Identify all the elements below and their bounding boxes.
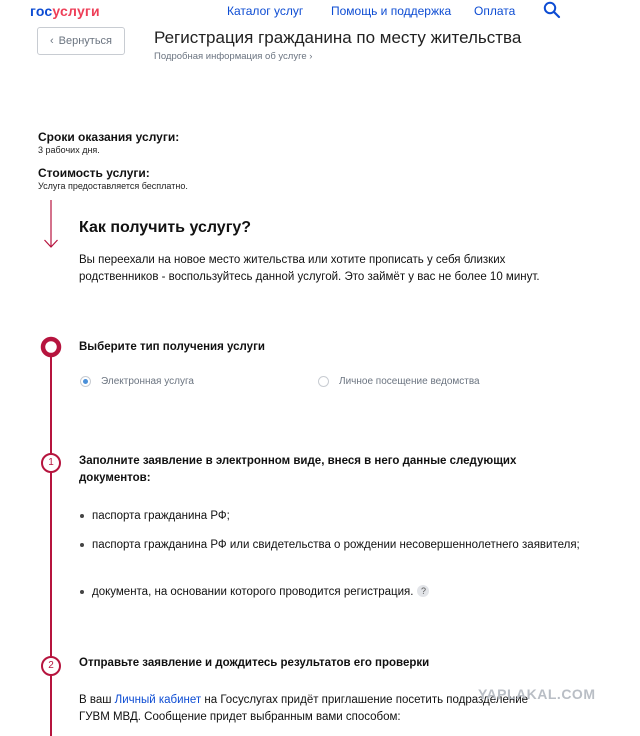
terms-value: 3 рабочих дня. <box>38 145 100 155</box>
radio-option-electronic[interactable] <box>80 376 194 387</box>
help-icon[interactable]: ? <box>417 585 429 597</box>
nav-help-link[interactable]: Помощь и поддержка <box>331 4 452 18</box>
radio-electronic-label: Электронная услуга <box>101 376 194 387</box>
document-item-1-text: паспорта гражданина РФ; <box>92 510 230 522</box>
choose-type-title: Выберите тип получения услуги <box>79 341 265 353</box>
personal-cabinet-link[interactable]: Личный кабинет <box>114 694 202 706</box>
service-details-link[interactable] <box>154 51 312 62</box>
how-to-title: Как получить услугу? <box>79 219 252 236</box>
chevron-left-icon: ‹ <box>49 35 54 47</box>
cost-value: Услуга предоставляется бесплатно. <box>38 181 188 191</box>
nav-catalog-link[interactable]: Каталог услуг <box>227 4 304 18</box>
step-2-text-before: В ваш <box>79 694 115 706</box>
service-details-label: Подробная информация об услуге <box>154 51 307 62</box>
document-item-2-text: паспорта гражданина РФ или свидетельства о рождении несовершеннолетнего заявителя; <box>92 539 580 551</box>
how-to-intro: Вы переехали на новое место жительства или хотите прописать у себя близких родственников - воспользуйтесь данной услугой. Это займёт у вас не более 10 минут. <box>79 254 540 283</box>
bullet-icon <box>80 590 84 594</box>
step-2-title: Отправьте заявление и дождитесь результатов его проверки <box>79 657 430 669</box>
gosuslugi-logo[interactable] <box>30 3 100 19</box>
logo-part-2: услуги <box>52 3 100 19</box>
step-1-badge: 1 <box>41 453 61 473</box>
document-item-3-text: документа, на основании которого проводится регистрация. <box>92 586 414 598</box>
document-item-3 <box>80 583 580 601</box>
search-icon[interactable] <box>543 1 561 19</box>
document-item-2 <box>80 536 580 554</box>
step-2-badge: 2 <box>41 656 61 676</box>
arrow-down-icon <box>43 200 59 250</box>
page-title: Регистрация гражданина по месту жительства <box>154 28 522 47</box>
chevron-right-icon: › <box>309 51 313 62</box>
nav-payment-link[interactable]: Оплата <box>474 4 516 18</box>
back-button-label: Вернуться <box>58 35 113 47</box>
step-active-marker-icon <box>40 336 62 358</box>
terms-label: Сроки оказания услуги: <box>38 130 180 144</box>
step-1-title: Заполните заявление в электронном виде, внеся в него данные следующих документов: <box>79 455 517 484</box>
watermark-text: YAPLAKAL.COM <box>478 686 596 702</box>
radio-option-visit[interactable] <box>318 376 480 387</box>
document-item-3-row <box>80 583 580 601</box>
cost-label: Стоимость услуги: <box>38 166 150 180</box>
step-2-text-after: на Госуслугах придёт приглашение посетить подразделение ГУВМ МВД. Сообщение придет выбранным вами способом: <box>79 694 529 723</box>
document-item-1 <box>80 507 580 525</box>
bullet-icon <box>80 543 84 547</box>
logo-part-1: гос <box>30 3 53 19</box>
step-2-text <box>79 692 539 725</box>
radio-visit-label: Личное посещение ведомства <box>339 376 480 387</box>
radio-unselected-icon[interactable] <box>318 376 329 387</box>
back-button[interactable] <box>37 27 125 55</box>
radio-selected-icon[interactable] <box>80 376 91 387</box>
bullet-icon <box>80 514 84 518</box>
timeline-line <box>50 356 52 736</box>
